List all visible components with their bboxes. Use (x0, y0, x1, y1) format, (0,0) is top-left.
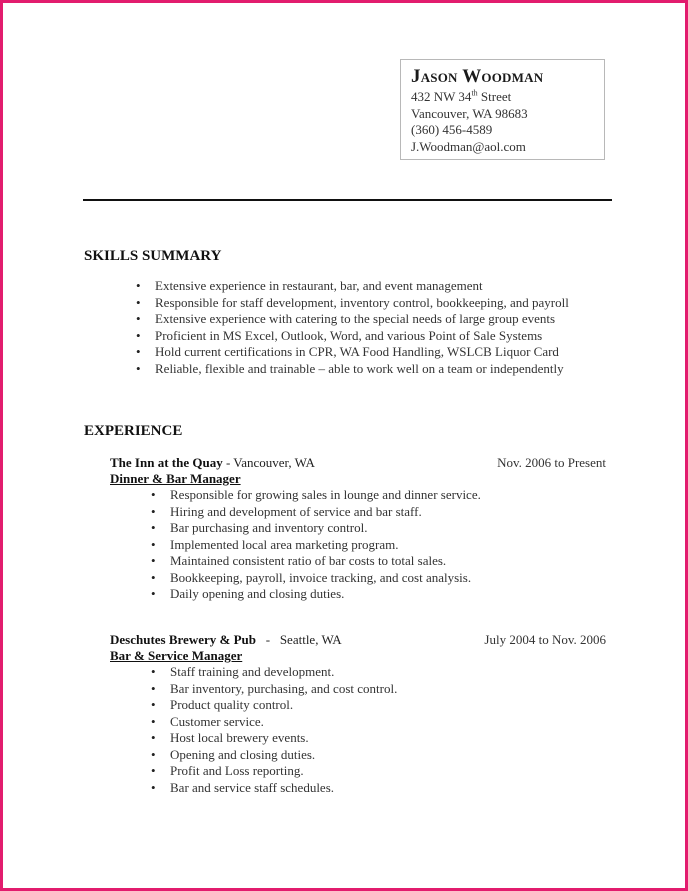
address-number: 432 NW 34 (411, 89, 472, 104)
list-item (136, 344, 569, 361)
skills-section-title: SKILLS SUMMARY (84, 248, 222, 264)
skill-text: Proficient in MS Excel, Outlook, Word, and various Point of Sale Systems (155, 327, 543, 343)
list-item (151, 780, 397, 797)
list-item (136, 361, 569, 378)
list-item (151, 681, 397, 698)
list-item (151, 504, 481, 521)
list-item (151, 553, 481, 570)
list-item (136, 278, 569, 295)
bullet-icon: • (151, 763, 156, 778)
company-name: The Inn at the Quay (110, 455, 223, 470)
list-item (151, 664, 397, 681)
experience-section-title: EXPERIENCE (84, 423, 183, 439)
bullet-icon: • (151, 586, 156, 601)
bullet-icon: • (136, 294, 141, 310)
bullet-icon: • (136, 278, 141, 293)
job-dates: Nov. 2006 to Present (497, 455, 606, 470)
job-header (110, 455, 606, 471)
bullet-icon: • (151, 536, 156, 552)
bullet-icon: • (151, 713, 156, 729)
duty-text: Bookkeeping, payroll, invoice tracking, and cost analysis. (170, 569, 472, 585)
bullet-icon: • (151, 503, 156, 519)
bullet-icon: • (151, 746, 156, 762)
job-role: Bar & Service Manager (110, 648, 243, 663)
bullet-icon: • (151, 697, 156, 712)
duty-text: Bar and service staff schedules. (170, 779, 335, 795)
bullet-icon: • (136, 327, 141, 343)
list-item (136, 295, 569, 312)
list-item (136, 328, 569, 345)
header-divider (83, 199, 612, 201)
list-item (136, 311, 569, 328)
duty-text: Bar purchasing and inventory control. (170, 520, 368, 535)
job-location: - Seattle, WA (256, 632, 342, 647)
duty-text: Implemented local area marketing program. (170, 536, 399, 552)
contact-box (400, 59, 605, 160)
list-item (151, 570, 481, 587)
list-item (151, 730, 397, 747)
applicant-name: Jason Woodman (411, 66, 544, 87)
list-item (151, 487, 481, 504)
bullet-icon: • (151, 553, 156, 568)
duty-text: Daily opening and closing duties. (170, 586, 345, 601)
job-dates: July 2004 to Nov. 2006 (484, 632, 606, 647)
bullet-icon: • (136, 344, 141, 359)
skill-text: Extensive experience with catering to the special needs of large group events (155, 311, 556, 326)
bullet-icon: • (136, 311, 141, 326)
phone-line: (360) 456-4589 (411, 122, 493, 137)
bullet-icon: • (151, 730, 156, 745)
list-item (151, 697, 397, 714)
duty-text: Hiring and development of service and bar staff. (170, 503, 422, 519)
skill-text: Extensive experience in restaurant, bar, and event management (155, 278, 483, 293)
bullet-icon: • (136, 360, 141, 376)
list-item (151, 763, 397, 780)
duty-text: Customer service. (170, 713, 264, 729)
list-item (151, 586, 481, 603)
skill-text: Responsible for staff development, inventory control, bookkeeping, and payroll (155, 294, 569, 310)
city-line: Vancouver, WA 98683 (411, 105, 528, 121)
skill-text: Hold current certifications in CPR, WA Food Handling, WSLCB Liquor Card (155, 344, 559, 359)
duty-text: Opening and closing duties. (170, 746, 316, 762)
duty-text: Bar inventory, purchasing, and cost control. (170, 680, 398, 696)
list-item (151, 537, 481, 554)
list-item (151, 747, 397, 764)
bullet-icon: • (151, 520, 156, 535)
bullet-icon: • (151, 779, 156, 795)
duty-text: Maintained consistent ratio of bar costs to total sales. (170, 553, 447, 568)
list-item (151, 520, 481, 537)
skills-list (136, 278, 569, 377)
address-street: Street (477, 89, 512, 104)
duty-text: Host local brewery events. (170, 730, 309, 745)
job-duties-list (151, 664, 397, 796)
duty-text: Profit and Loss reporting. (170, 763, 304, 778)
address-suffix: th (471, 88, 478, 98)
bullet-icon: • (151, 569, 156, 585)
duty-text: Responsible for growing sales in lounge and dinner service. (170, 487, 481, 502)
address-line (411, 89, 604, 106)
job-header (110, 632, 606, 648)
job-location: - Vancouver, WA (222, 455, 315, 470)
company-name: Deschutes Brewery & Pub (110, 632, 256, 647)
skill-text: Reliable, flexible and trainable – able to work well on a team or independently (155, 360, 564, 376)
duty-text: Product quality control. (170, 697, 294, 712)
bullet-icon: • (151, 487, 156, 502)
duty-text: Staff training and development. (170, 664, 335, 679)
bullet-icon: • (151, 680, 156, 696)
email-line: J.Woodman@aol.com (411, 138, 526, 154)
job-role: Dinner & Bar Manager (110, 471, 241, 486)
job-duties-list (151, 487, 481, 603)
bullet-icon: • (151, 664, 156, 679)
list-item (151, 714, 397, 731)
